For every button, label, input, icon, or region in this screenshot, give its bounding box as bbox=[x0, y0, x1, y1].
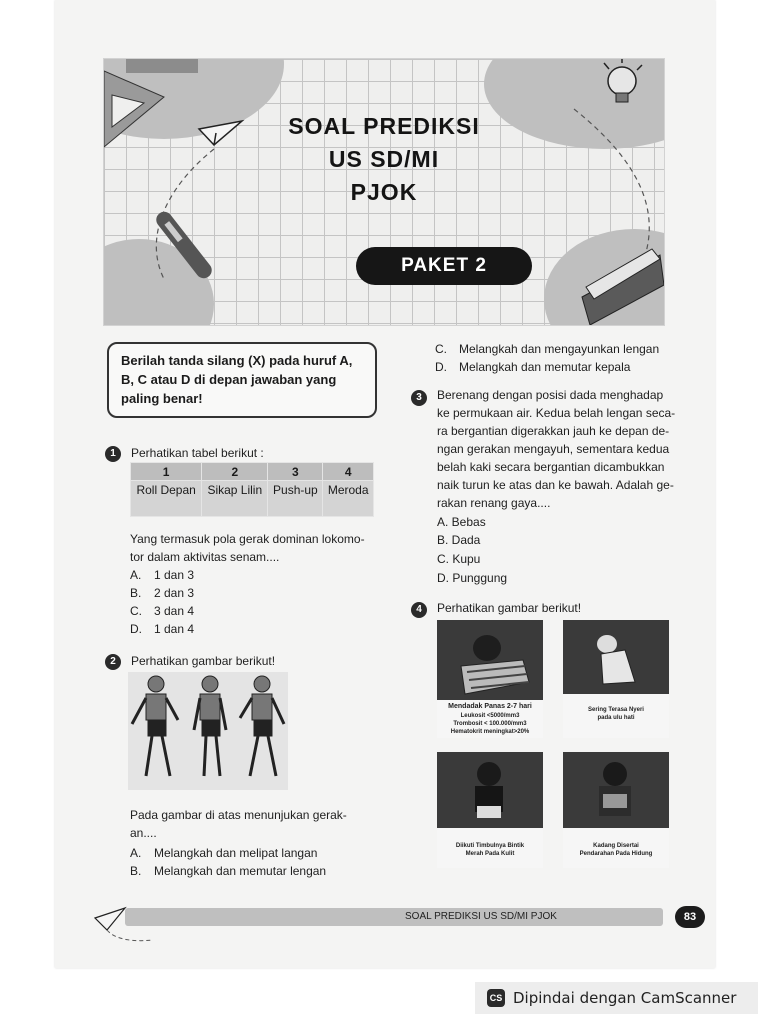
q2-figure-image bbox=[128, 672, 288, 790]
book-page bbox=[55, 0, 715, 968]
q1-option-d[interactable]: D. 1 dan 4 bbox=[130, 622, 195, 636]
title-line-2: US SD/MI bbox=[328, 146, 440, 172]
q3-line-1: Berenang dengan posisi dada menghadap bbox=[437, 388, 664, 402]
table-cell-roll-depan: Roll Depan bbox=[131, 481, 202, 517]
question-number-4: 4 bbox=[411, 602, 427, 618]
q2-option-a[interactable]: A. Melangkah dan melipat langan bbox=[130, 846, 318, 860]
sick-person-illustration bbox=[437, 620, 543, 700]
table-cell-meroda: Meroda bbox=[323, 481, 374, 517]
table-header-1: 1 bbox=[131, 463, 202, 481]
q3-line-3: ra bergantian digerakkan jauh ke depan de- bbox=[437, 424, 670, 438]
q2-question-line-2: an.... bbox=[130, 826, 157, 840]
instruction-box: Berilah tanda silang (X) pada huruf A, B, C atau D di depan jawaban yang paling benar! bbox=[107, 342, 377, 418]
footer-title: SOAL PREDIKSI US SD/MI PJOK bbox=[405, 911, 557, 922]
q2-option-c[interactable]: C. Melangkah dan mengayunkan lengan bbox=[435, 342, 660, 356]
table-cell-push-up: Push-up bbox=[268, 481, 323, 517]
question-number-2: 2 bbox=[105, 654, 121, 670]
table-header-4: 4 bbox=[323, 463, 374, 481]
q3-line-6: naik turun ke atas dan ke bawah. Adalah ge- bbox=[437, 478, 674, 492]
child-rash-illustration bbox=[437, 752, 543, 828]
camscanner-watermark bbox=[475, 982, 758, 1014]
nosebleed-child-illustration bbox=[563, 752, 669, 828]
table-header-2: 2 bbox=[202, 463, 268, 481]
lightbulb-icon bbox=[604, 59, 642, 102]
question-number-1: 1 bbox=[105, 446, 121, 462]
table-cell-sikap-lilin: Sikap Lilin bbox=[202, 481, 268, 517]
q1-table bbox=[130, 462, 374, 517]
q4-caption-3: Diikuti Timbulnya Bintik Merah Pada Kulit bbox=[437, 828, 543, 868]
q3-option-c[interactable]: C. Kupu bbox=[437, 552, 481, 566]
walking-figures-illustration bbox=[128, 672, 288, 790]
watermark-text: Dipindai dengan CamScanner bbox=[513, 989, 737, 1007]
table-header-3: 3 bbox=[268, 463, 323, 481]
q2-option-d[interactable]: D. Melangkah dan memutar kepala bbox=[435, 360, 631, 374]
q3-option-b[interactable]: B. Dada bbox=[437, 533, 481, 547]
q4-caption-4: Kadang Disertai Pendarahan Pada Hidung bbox=[563, 828, 669, 868]
q4-caption-1: Mendadak Panas 2-7 hari Leukosit <5000/mm3 Trombosit < 100.000/mm3 Hematokrit meningkat>20% bbox=[437, 700, 543, 738]
q3-option-d[interactable]: D. Punggung bbox=[437, 571, 508, 585]
header-banner bbox=[103, 58, 665, 326]
q4-image-2 bbox=[563, 620, 669, 694]
question-number-3: 3 bbox=[411, 390, 427, 406]
q2-question-line-1: Pada gambar di atas menunjukan gerak- bbox=[130, 808, 347, 822]
q4-prompt: Perhatikan gambar berikut! bbox=[437, 601, 582, 615]
notebook-icon bbox=[582, 249, 664, 325]
ruler-icon bbox=[126, 59, 198, 73]
q1-option-c[interactable]: C. 3 dan 4 bbox=[130, 604, 195, 618]
title-line-1: SOAL PREDIKSI bbox=[288, 113, 480, 139]
footer-bar bbox=[125, 908, 663, 926]
stomach-ache-illustration bbox=[563, 620, 669, 694]
page-number: 83 bbox=[675, 906, 705, 928]
pen-icon bbox=[153, 209, 215, 282]
q3-line-5: belah kaki secara bergantian dicambukkan bbox=[437, 460, 665, 474]
q1-option-b[interactable]: B. 2 dan 3 bbox=[130, 586, 195, 600]
q4-caption-2: Sering Terasa Nyeri pada ulu hati bbox=[563, 694, 669, 738]
q2-prompt: Perhatikan gambar berikut! bbox=[131, 654, 276, 668]
q3-option-a[interactable]: A. Bebas bbox=[437, 515, 486, 529]
q3-line-2: ke permukaan air. Kedua belah lengan seca- bbox=[437, 406, 676, 420]
q3-line-4: ngan gerakan mengayuh, sementara kedua bbox=[437, 442, 670, 456]
paket-badge: PAKET 2 bbox=[356, 247, 532, 285]
camscanner-logo-icon: CS bbox=[487, 989, 505, 1007]
q4-image-3 bbox=[437, 752, 543, 828]
q1-option-a[interactable]: A. 1 dan 3 bbox=[130, 568, 195, 582]
q1-prompt: Perhatikan tabel berikut : bbox=[131, 446, 264, 460]
q1-question-line-1: Yang termasuk pola gerak dominan lokomo- bbox=[130, 532, 365, 546]
title-line-3: PJOK bbox=[350, 179, 418, 205]
q4-image-4 bbox=[563, 752, 669, 828]
q3-line-7: rakan renang gaya.... bbox=[437, 496, 551, 510]
q1-question-line-2: tor dalam aktivitas senam.... bbox=[130, 550, 280, 564]
q2-option-b[interactable]: B. Melangkah dan memutar lengan bbox=[130, 864, 327, 878]
q4-image-1 bbox=[437, 620, 543, 700]
